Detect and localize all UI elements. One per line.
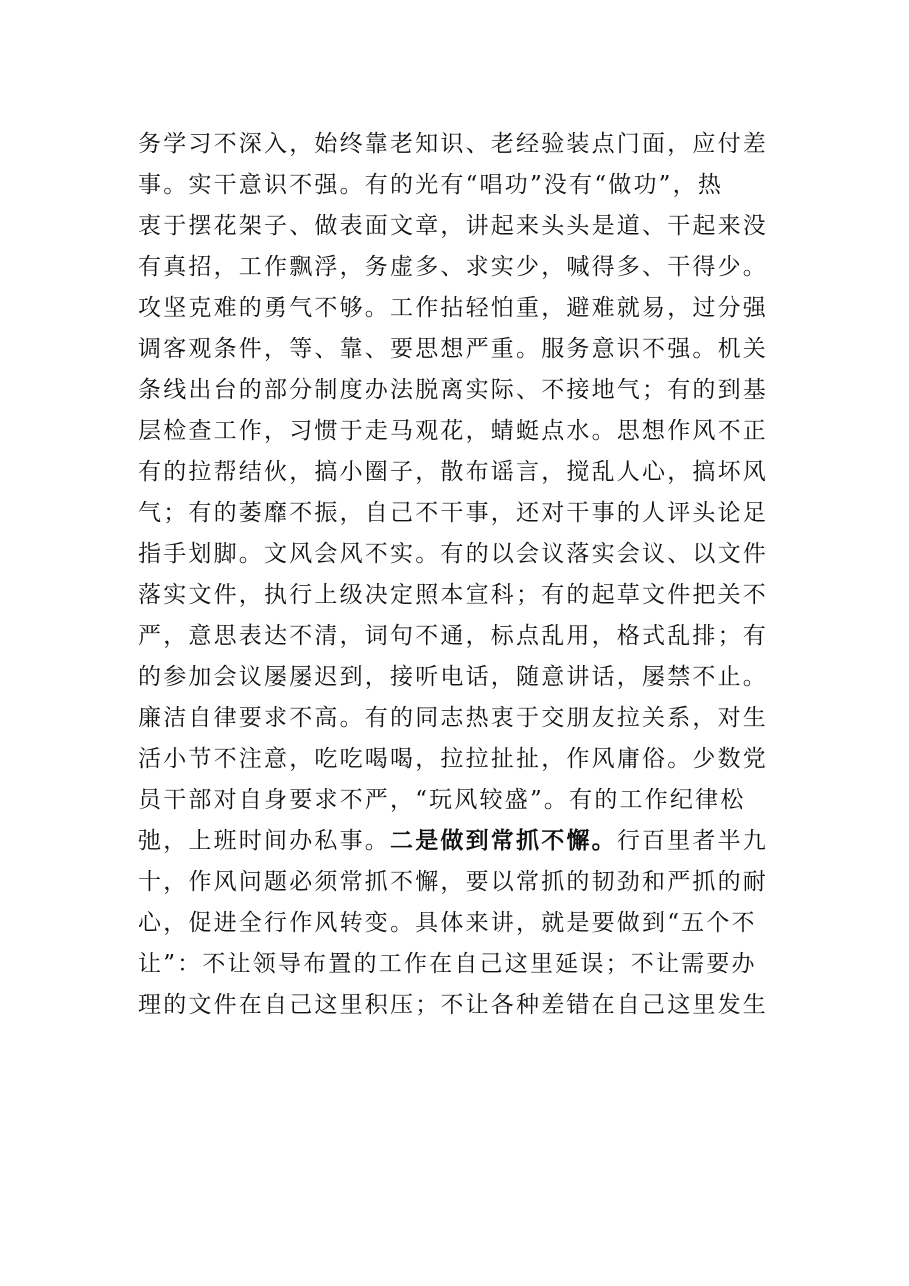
text-line [138,534,778,575]
text-segment: 十，作风问题必须常抓不懈，要以常抓的韧劲和严抓的耐 [138,869,768,895]
text-line [138,780,778,821]
text-line [138,370,778,411]
bold-heading-text: 二是做到常抓不懈。 [390,828,617,854]
text-line [138,452,778,493]
text-line [138,944,778,985]
text-segment: 务学习不深入，始终靠老知识、老经验装点门面，应付差 [138,131,768,157]
text-segment: 气；有的萎靡不振，自己不干事，还对干事的人评头论足 [138,500,768,526]
text-segment: 条线出台的部分制度办法脱离实际、不接地气；有的到基 [138,377,768,403]
text-line [138,821,778,862]
text-segment: 廉洁自律要求不高。有的同志热衷于交朋友拉关系，对生 [138,705,768,731]
text-line [138,411,778,452]
text-segment: 心，促进全行作风转变。具体来讲，就是要做到“五个不 [138,910,757,936]
text-line [138,862,778,903]
text-segment: 指手划脚。文风会风不实。有的以会议落实会议、以文件 [138,541,768,567]
text-line [138,247,778,288]
text-segment: 严，意思表达不清，词句不通，标点乱用，格式乱排；有 [138,623,768,649]
text-segment: 层检查工作，习惯于走马观花，蜻蜓点水。思想作风不正 [138,418,768,444]
text-line [138,657,778,698]
text-segment: 的参加会议屡屡迟到，接听电话，随意讲话，屡禁不止。 [138,664,768,690]
text-line [138,903,778,944]
text-segment: 让”：不让领导布置的工作在自己这里延误；不让需要办 [138,951,757,977]
text-line [138,575,778,616]
text-line [138,288,778,329]
text-segment: 落实文件，执行上级决定照本宣科；有的起草文件把关不 [138,582,768,608]
text-segment: 事。实干意识不强。有的光有“唱功”没有“做功”，热 [138,172,724,198]
text-line [138,329,778,370]
text-segment: 有真招，工作飘浮，务虚多、求实少，喊得多、干得少。 [138,254,768,280]
text-segment: 活小节不注意，吃吃喝喝，拉拉扯扯，作风庸俗。少数党 [138,746,768,772]
document-body [138,124,778,1026]
text-line [138,698,778,739]
text-segment: 攻坚克难的勇气不够。工作拈轻怕重，避难就易，过分强 [138,295,768,321]
text-line [138,493,778,534]
text-line [138,616,778,657]
text-line [138,739,778,780]
text-segment: 理的文件在自己这里积压；不让各种差错在自己这里发生 [138,992,768,1018]
text-line [138,206,778,247]
text-line [138,124,778,165]
text-segment: 员干部对自身要求不严，“玩风较盛”。有的工作纪律松 [138,787,746,813]
text-segment: 有的拉帮结伙，搞小圈子，散布谣言，搅乱人心，搞坏风 [138,459,768,485]
text-line [138,985,778,1026]
text-segment: 衷于摆花架子、做表面文章，讲起来头头是道、干起来没 [138,213,768,239]
text-line [138,165,778,206]
text-segment: 调客观条件，等、靠、要思想严重。服务意识不强。机关 [138,336,768,362]
text-segment: 弛，上班时间办私事。 [138,828,390,854]
text-segment: 行百里者半九 [616,828,769,854]
